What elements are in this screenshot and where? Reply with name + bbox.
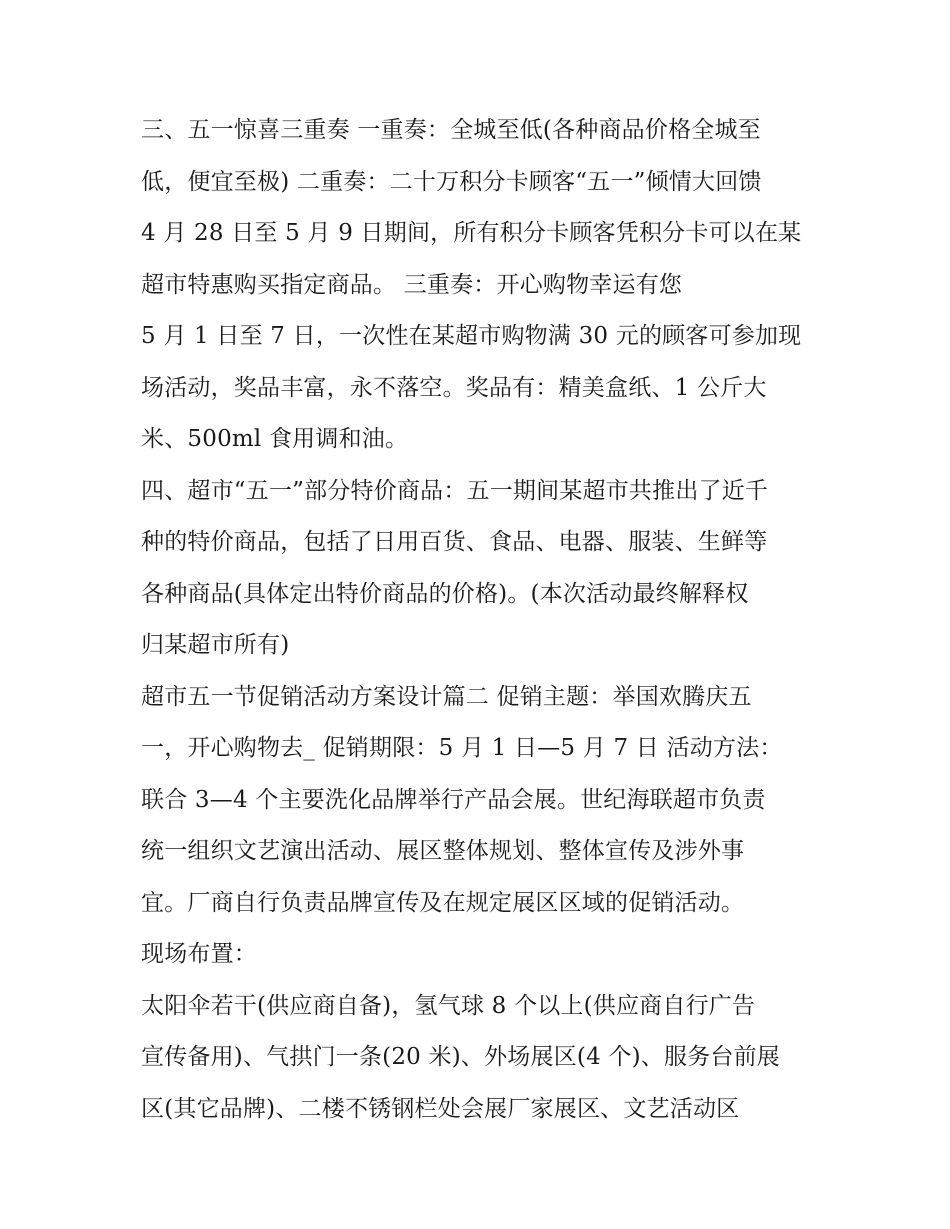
text-line: 现场布置： (141, 941, 257, 967)
text-line: 宜。厂商自行负责品牌宣传及在规定展区区域的促销活动。 (141, 889, 745, 916)
text-line: 归某超市所有) (141, 632, 290, 658)
text-line: 低，便宜至极) 二重奏：二十万积分卡顾客“五一”倾情大回馈 (141, 168, 762, 195)
text-line: 米、500ml 食用调和油。 (141, 426, 409, 452)
text-line: 超市五一节促销活动方案设计篇二 促销主题：举国欢腾庆五 (141, 683, 752, 710)
text-line: 种的特价商品，包括了日用百货、食品、电器、服装、生鲜等 (141, 529, 768, 555)
text-line: 联合 3—4 个主要洗化品牌举行产品会展。世纪海联超市负责 (141, 786, 766, 813)
text-line: 统一组织文艺演出活动、展区整体规划、整体宣传及涉外事 (141, 838, 745, 864)
text-line: 场活动，奖品丰富，永不落空。奖品有：精美盒纸、1 公斤大 (141, 374, 767, 401)
text-line: 4 月 28 日至 5 月 9 日期间，所有积分卡顾客凭积分卡可以在某 (141, 220, 802, 246)
text-line: 各种商品(具体定出特价商品的价格)。(本次活动最终解释权 (141, 580, 749, 607)
text-line: 5 月 1 日至 7 日，一次性在某超市购物满 30 元的顾客可参加现 (141, 323, 802, 349)
text-line: 三、五一惊喜三重奏 一重奏：全城至低(各种商品价格全城至 (141, 117, 761, 143)
text-line: 一，开心购物去_ 促销期限：5 月 1 日—5 月 7 日 活动方法： (141, 735, 783, 761)
text-line: 超市特惠购买指定商品。 三重奏：开心购物幸运有您 (141, 271, 683, 298)
text-line: 宣传备用)、气拱门一条(20 米)、外场展区(4 个)、服务台前展 (141, 1044, 780, 1070)
document-body (141, 105, 821, 1135)
text-line: 四、超市“五一”部分特价商品：五一期间某超市共推出了近千 (141, 477, 769, 504)
text-line: 太阳伞若干(供应商自备)，氢气球 8 个以上(供应商自行广告 (141, 992, 756, 1019)
text-line: 区(其它品牌)、二楼不锈钢栏处会展厂家展区、文艺活动区 (141, 1095, 740, 1122)
